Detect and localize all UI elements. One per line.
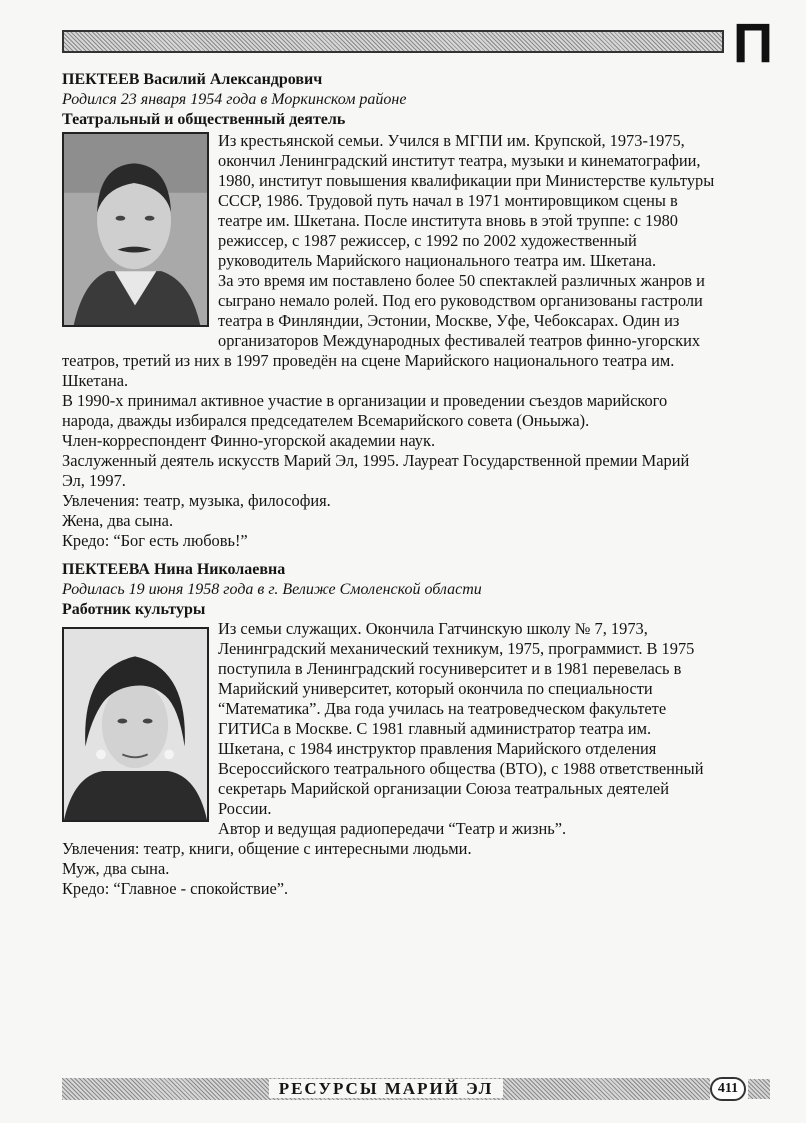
bio-line: Кредо: “Главное - спокойствие”. [62,879,289,898]
portrait-photo-male [62,132,209,327]
bio-line: Всероссийского театрального общества (ВТО), с 1988 ответственный [218,759,704,778]
entry-birth: Родился 23 января 1954 года в Моркинском районе [62,91,407,108]
bio-line: секретарь Марийской организации Союза театральных деятелей [218,779,669,798]
bio-line: режиссер, с 1987 режиссер, с 1992 по 2002 художественный [218,231,637,250]
bio-line: окончил Ленинградский институт театра, музыки и кинематографии, [218,151,701,170]
bio-line: руководитель Марийского национального театра им. Шкетана. [218,251,657,270]
portrait-photo-female [62,627,209,822]
bio-line: В 1990-х принимал активное участие в организации и проведении съездов марийского [62,391,668,410]
bio-line: Кредо: “Бог есть любовь!” [62,531,248,550]
bio-line: Заслуженный деятель искусств Марий Эл, 1995. Лауреат Государственной премии Марий [62,451,690,470]
entry-name: ПЕКТЕЕВА Нина Николаевна [62,561,286,578]
page-number: 411 [710,1077,746,1101]
entry-pekteeva [62,560,762,620]
bio-line: Марийский университет, который окончила по специальности [218,679,653,698]
bio-line: ГИТИСа в Москве. С 1981 главный администратор театра им. [218,719,652,738]
footer-tail-decoration [748,1079,770,1099]
bio-line: театре им. Шкетана. После института вновь в этой труппе: с 1980 [218,211,678,230]
entry-role: Театральный и общественный деятель [62,111,346,128]
bio-line: Шкетана. [62,371,129,390]
entry-name: ПЕКТЕЕВ Василий Александрович [62,71,323,88]
bio-line: Ленинградский механический техникум, 1975, программист. В 1975 [218,639,695,658]
bio-line: сыграно немало ролей. Под его руководством организованы гастроли [218,291,703,310]
bio-line: Увлечения: театр, книги, общение с интересными людьми. [62,839,472,858]
bio-line: Член-корреспондент Финно-угорской академии наук. [62,431,436,450]
entry-role: Работник культуры [62,601,206,618]
footer-title [62,1078,710,1100]
bio-line: Муж, два сына. [62,859,170,878]
entry-pekteev [62,70,762,130]
bio-line: Эл, 1997. [62,471,126,490]
bio-line: организаторов Международных фестивалей театров финно-угорских [218,331,701,350]
bio-line: Из семьи служащих. Окончила Гатчинскую школу № 7, 1973, [218,619,648,638]
bio-line: За это время им поставлено более 50 спектаклей различных жанров и [218,271,705,290]
entry-birth: Родилась 19 июня 1958 года в г. Велиже Смоленской области [62,581,482,598]
bio-line: поступила в Ленинградский госуниверситет и в 1981 перевелась в [218,659,682,678]
bio-line: Жена, два сына. [62,511,174,530]
bio-line: Из крестьянской семьи. Учился в МГПИ им. Крупской, 1973-1975, [218,131,685,150]
bio-line: народа, дважды избирался председателем Всемарийского совета (Оньыжа). [62,411,590,430]
bio-line: театра в Финляндии, Эстонии, Москве, Уфе, Чебоксарах. Один из [218,311,680,330]
bio-line: России. [218,799,272,818]
bio-line: Автор и ведущая радиопередачи “Театр и жизнь”. [218,819,567,838]
header-decorative-bar [62,30,724,53]
section-letter: П [732,11,774,74]
bio-line: Шкетана, с 1984 инструктор правления Марийского отделения [218,739,657,758]
bio-line: “Математика”. Два года училась на театроведческом факультете [218,699,667,718]
footer-decorative-bar [62,1078,710,1100]
bio-line: СССР, 1986. Трудовой путь начал в 1971 монтировщиком сцены в [218,191,678,210]
footer-title-text: РЕСУРСЫ МАРИЙ ЭЛ [269,1079,504,1098]
bio-line: 1980, институт повышения квалификации при Министерстве культуры [218,171,715,190]
bio-line: театров, третий из них в 1997 проведён на сцене Марийского национального театра им. [62,351,675,370]
bio-line: Увлечения: театр, музыка, философия. [62,491,331,510]
